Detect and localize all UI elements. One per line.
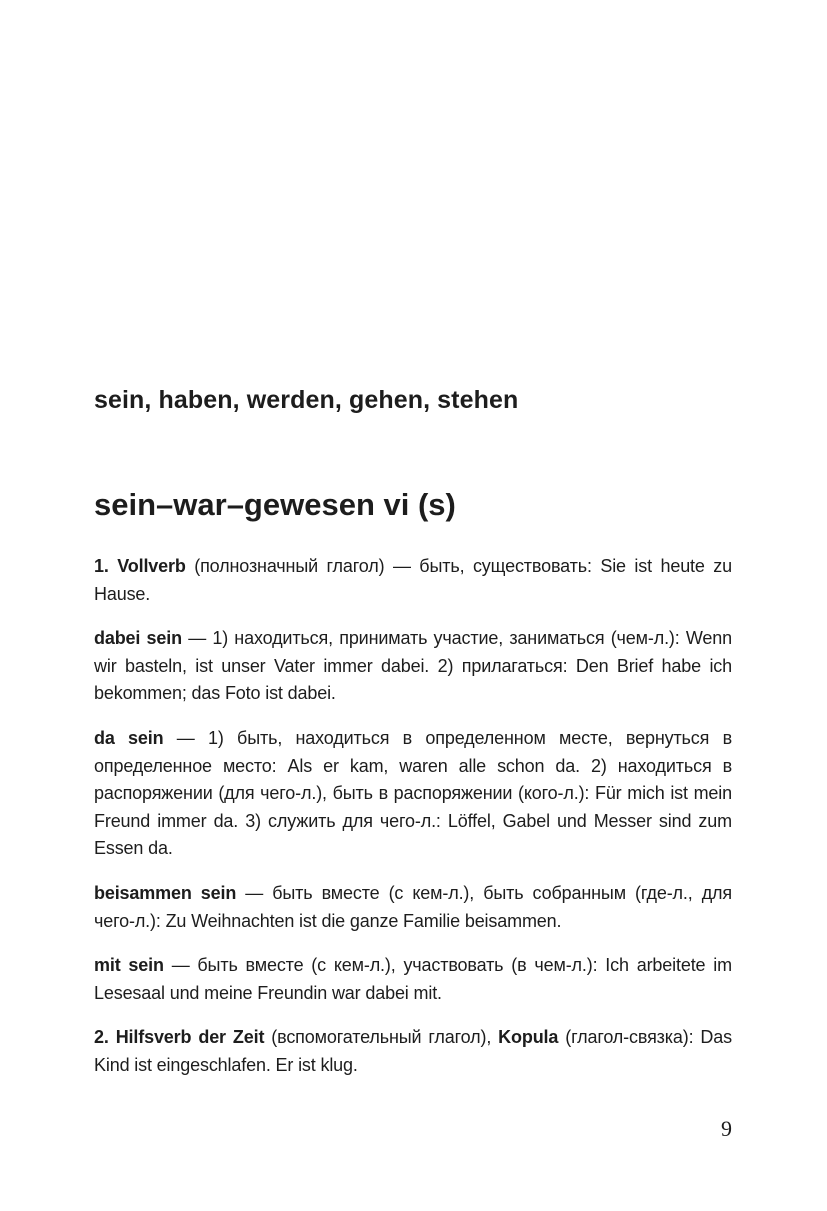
paragraph-text: — быть вместе (с кем-л.), участвовать (в чем-л.): Ich arbeitete im Lesesaal und meine Freundin war dabei mit. (94, 955, 732, 1003)
paragraph-hilfsverb (94, 1024, 732, 1079)
paragraph-text: — быть вместе (с кем-л.), быть собранным (где-л., для чего-л.): Zu Weihnachten ist die ganze Familie beisammen. (94, 882, 732, 931)
entry-body (94, 553, 732, 1097)
paragraph-head: 2. Hilfsverb der Zeit (94, 1027, 265, 1048)
paragraph-vollverb (94, 553, 732, 608)
paragraph-head: dabei sein (94, 628, 182, 649)
paragraph-text: (полнозначный глагол) — быть, существовать: Sie ist heute zu Hause. (94, 556, 732, 604)
paragraph-head: beisammen sein (94, 882, 237, 903)
paragraph-text: (глагол-связка): Das Kind ist eingeschlafen. Er ist klug. (94, 1027, 732, 1075)
paragraph-mit-sein (94, 952, 732, 1007)
paragraph-text: — 1) быть, находиться в определенном месте, вернуться в определенное место: Als er kam, waren alle schon da. 2) находиться в распоряжении (для чего-л.), быть в распоряжении (кого-л.): Für mich ist mein Freund immer da. 3) служить для чего-л.: Löffel, Gabel und Messer sind zum Essen da. (94, 727, 732, 859)
paragraph-head: 1. Vollverb (94, 556, 186, 576)
entry-title: sein–war–gewesen vi (s) (94, 487, 456, 522)
paragraph-head-kopula: Kopula (498, 1027, 559, 1048)
paragraph-dabei-sein (94, 625, 732, 708)
page-number: 9 (721, 1116, 732, 1141)
paragraph-beisammen-sein (94, 880, 732, 935)
section-title: sein, haben, werden, gehen, stehen (94, 386, 519, 414)
paragraph-head: mit sein (94, 955, 164, 976)
paragraph-mid: (вспомогательный глагол), (264, 1027, 499, 1048)
paragraph-text: — 1) находиться, принимать участие, заниматься (чем-л.): Wenn wir basteln, ist unser Vater immer dabei. 2) прилагаться: Den Brief habe ich bekommen; das Foto ist dabei. (94, 628, 732, 704)
paragraph-head: da sein (94, 727, 164, 748)
paragraph-da-sein (94, 725, 732, 863)
